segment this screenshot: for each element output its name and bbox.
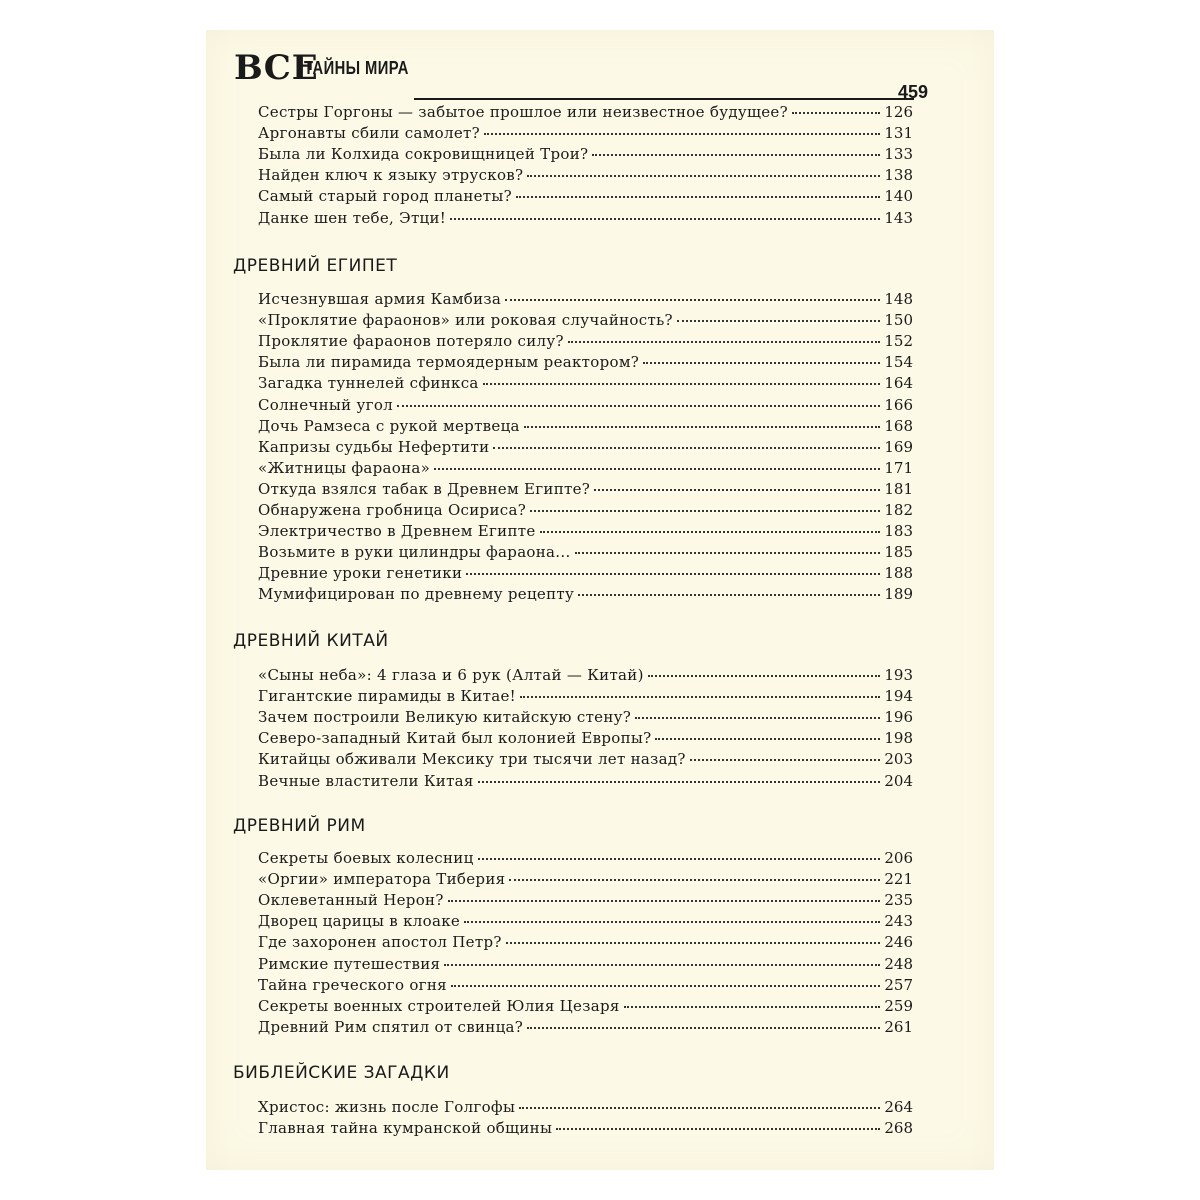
toc-entry bbox=[258, 500, 913, 521]
toc-entry-page: 268 bbox=[884, 1119, 913, 1138]
section-heading: БИБЛЕЙСКИЕ ЗАГАДКИ bbox=[233, 1063, 450, 1083]
toc-entry-page: 164 bbox=[884, 374, 913, 393]
section-heading: ДРЕВНИЙ ЕГИПЕТ bbox=[233, 256, 398, 276]
toc-entry-page: 183 bbox=[884, 522, 913, 541]
toc-entry-title: Христос: жизнь после Голгофы bbox=[258, 1098, 516, 1116]
toc-entry-title: Главная тайна кумранской общины bbox=[258, 1119, 553, 1138]
table-of-contents bbox=[206, 30, 994, 1170]
header-brand: ВСЕ bbox=[234, 48, 319, 88]
dot-leader bbox=[655, 738, 880, 740]
toc-entry bbox=[258, 996, 913, 1017]
toc-entry bbox=[258, 869, 913, 890]
toc-entry-title: Северо-западный Китай был колонией Европы? bbox=[258, 729, 652, 748]
toc-entry-title: Древние уроки генетики bbox=[258, 564, 463, 583]
toc-entry-title: Мумифицирован по древнему рецепту bbox=[258, 585, 575, 604]
toc-entry bbox=[258, 144, 913, 165]
dot-leader bbox=[792, 112, 880, 114]
toc-entry-title: Секреты военных строителей Юлия Цезаря bbox=[258, 996, 620, 1015]
dot-leader bbox=[397, 405, 880, 407]
toc-entry bbox=[258, 848, 913, 869]
toc-entry-page: 243 bbox=[884, 912, 913, 931]
toc-entry bbox=[258, 458, 913, 479]
toc-entry bbox=[258, 542, 913, 563]
toc-entry-title: Гигантские пирамиды в Китае! bbox=[258, 687, 516, 706]
toc-entry-title: Электричество в Древнем Египте bbox=[258, 522, 536, 541]
toc-entry bbox=[258, 749, 913, 770]
toc-entry-page: 181 bbox=[884, 479, 913, 498]
dot-leader bbox=[524, 426, 881, 428]
toc-entry-title: Капризы судьбы Нефертити bbox=[258, 437, 490, 456]
dot-leader bbox=[478, 858, 881, 860]
dot-leader bbox=[677, 320, 880, 322]
toc-entry-page: 133 bbox=[884, 145, 913, 164]
toc-entry-title: Была ли Колхида сокровищницей Трои? bbox=[258, 145, 589, 164]
section-heading: ДРЕВНИЙ КИТАЙ bbox=[233, 631, 389, 651]
toc-entry-title: Солнечный угол bbox=[258, 395, 393, 414]
dot-leader bbox=[594, 489, 880, 491]
toc-entry-title: «Житницы фараона» bbox=[258, 458, 431, 477]
toc-entry-title: Дворец царицы в клоаке bbox=[258, 912, 461, 931]
dot-leader bbox=[444, 964, 880, 966]
toc-entry-title: Зачем построили Великую китайскую стену? bbox=[258, 708, 632, 727]
toc-entry-title: Аргонавты сбили самолет? bbox=[258, 124, 480, 143]
toc-entry-page: 193 bbox=[884, 666, 913, 684]
dot-leader bbox=[530, 510, 880, 512]
dot-leader bbox=[556, 1128, 880, 1130]
book-page bbox=[206, 30, 994, 1170]
toc-entry-title: Римские путешествия bbox=[258, 954, 441, 973]
section-heading: ДРЕВНИЙ РИМ bbox=[233, 816, 366, 836]
toc-entry bbox=[258, 584, 913, 605]
toc-entry-page: 148 bbox=[884, 290, 913, 308]
toc-entry-page: 221 bbox=[884, 870, 913, 889]
toc-entry bbox=[258, 707, 913, 728]
toc-entry bbox=[258, 728, 913, 749]
toc-entry bbox=[258, 208, 913, 229]
dot-leader bbox=[493, 447, 880, 449]
toc-entry-title: «Сыны неба»: 4 глаза и 6 рук (Алтай — Китай) bbox=[258, 666, 644, 684]
toc-entry-page: 131 bbox=[884, 124, 913, 143]
toc-entry bbox=[258, 521, 913, 542]
dot-leader bbox=[568, 341, 881, 343]
toc-entry bbox=[258, 331, 913, 352]
toc-entry bbox=[258, 102, 913, 123]
toc-entry-page: 188 bbox=[884, 564, 913, 583]
dot-leader bbox=[506, 942, 881, 944]
toc-entry-page: 261 bbox=[884, 1017, 913, 1036]
dot-leader bbox=[575, 552, 881, 554]
toc-entry-page: 194 bbox=[884, 687, 913, 706]
toc-entry bbox=[258, 665, 913, 686]
toc-entry-page: 143 bbox=[884, 208, 913, 227]
page-number: 459 bbox=[898, 82, 929, 102]
dot-leader bbox=[690, 759, 881, 761]
toc-entry bbox=[258, 373, 913, 394]
toc-entry-title: «Проклятие фараонов» или роковая случайность? bbox=[258, 311, 673, 330]
toc-entry bbox=[258, 416, 913, 437]
toc-entry-page: 182 bbox=[884, 501, 913, 519]
dot-leader bbox=[592, 154, 880, 156]
dot-leader bbox=[643, 362, 880, 364]
dot-leader bbox=[624, 1006, 881, 1008]
toc-entry-page: 169 bbox=[884, 437, 913, 456]
toc-entry-title: Исчезнувшая армия Камбиза bbox=[258, 290, 502, 308]
toc-entry-page: 257 bbox=[884, 975, 913, 994]
dot-leader bbox=[519, 1107, 880, 1109]
dot-leader bbox=[527, 1027, 880, 1029]
toc-entry-title: Была ли пирамида термоядерным реактором? bbox=[258, 353, 640, 372]
toc-entry bbox=[258, 437, 913, 458]
toc-entry-title: Дочь Рамзеса с рукой мертвеца bbox=[258, 416, 520, 435]
dot-leader bbox=[484, 133, 880, 135]
dot-leader bbox=[635, 717, 880, 719]
dot-leader bbox=[509, 879, 880, 881]
toc-entry-page: 206 bbox=[884, 849, 913, 867]
toc-entry-title: Древний Рим спятил от свинца? bbox=[258, 1017, 524, 1036]
toc-entry bbox=[258, 932, 913, 953]
toc-entry-page: 248 bbox=[884, 954, 913, 973]
dot-leader bbox=[516, 196, 880, 198]
toc-entry-page: 185 bbox=[884, 543, 913, 562]
toc-entry bbox=[258, 165, 913, 186]
toc-entry-page: 152 bbox=[884, 332, 913, 351]
toc-entry-page: 154 bbox=[884, 353, 913, 372]
toc-entry bbox=[258, 352, 913, 373]
toc-entry-page: 150 bbox=[884, 311, 913, 330]
toc-entry-page: 126 bbox=[884, 103, 913, 121]
toc-entry bbox=[258, 1017, 913, 1038]
toc-entry bbox=[258, 395, 913, 416]
toc-entry-title: Загадка туннелей сфинкса bbox=[258, 374, 479, 393]
toc-entry bbox=[258, 890, 913, 911]
dot-leader bbox=[434, 468, 880, 470]
dot-leader bbox=[464, 921, 880, 923]
toc-entry-title: Обнаружена гробница Осириса? bbox=[258, 501, 527, 519]
dot-leader bbox=[648, 675, 881, 677]
toc-entry-page: 264 bbox=[884, 1098, 913, 1116]
header-subtitle: ТАЙНЫ МИРА bbox=[304, 58, 409, 78]
toc-entry-title: Сестры Горгоны — забытое прошлое или неизвестное будущее? bbox=[258, 103, 788, 121]
toc-entry-page: 140 bbox=[884, 187, 913, 206]
toc-entry bbox=[258, 771, 913, 792]
toc-entry-title: Самый старый город планеты? bbox=[258, 187, 512, 206]
toc-entry bbox=[258, 563, 913, 584]
toc-entry bbox=[258, 911, 913, 932]
toc-entry-title: Вечные властители Китая bbox=[258, 771, 474, 790]
toc-entry-title: Откуда взялся табак в Древнем Египте? bbox=[258, 479, 591, 498]
dot-leader bbox=[483, 383, 881, 385]
toc-entry-page: 235 bbox=[884, 891, 913, 910]
toc-entry bbox=[258, 1118, 913, 1139]
toc-entry bbox=[258, 1097, 913, 1118]
toc-entry-page: 138 bbox=[884, 166, 913, 185]
toc-entry bbox=[258, 123, 913, 144]
toc-entry bbox=[258, 479, 913, 500]
toc-entry bbox=[258, 186, 913, 207]
toc-entry bbox=[258, 310, 913, 331]
toc-entry-title: Китайцы обживали Мексику три тысячи лет назад? bbox=[258, 750, 686, 769]
toc-entry-page: 203 bbox=[884, 750, 913, 769]
toc-entry-page: 196 bbox=[884, 708, 913, 727]
toc-entry-title: Возьмите в руки цилиндры фараона... bbox=[258, 543, 571, 562]
dot-leader bbox=[540, 531, 881, 533]
toc-entry-page: 166 bbox=[884, 395, 913, 414]
dot-leader bbox=[451, 985, 880, 987]
dot-leader bbox=[450, 218, 880, 220]
toc-entry-title: Проклятие фараонов потеряло силу? bbox=[258, 332, 564, 351]
toc-entry-title: Данке шен тебе, Этци! bbox=[258, 208, 447, 227]
dot-leader bbox=[520, 696, 880, 698]
toc-entry-title: Найден ключ к языку этрусков? bbox=[258, 166, 524, 185]
toc-entry-title: Где захоронен апостол Петр? bbox=[258, 933, 502, 952]
toc-entry-title: Тайна греческого огня bbox=[258, 975, 447, 994]
toc-entry bbox=[258, 975, 913, 996]
toc-entry-page: 198 bbox=[884, 729, 913, 748]
dot-leader bbox=[527, 175, 880, 177]
dot-leader bbox=[505, 299, 880, 301]
dot-leader bbox=[578, 594, 880, 596]
toc-entry-page: 171 bbox=[884, 458, 913, 477]
toc-entry-page: 189 bbox=[884, 585, 913, 604]
toc-entry-page: 259 bbox=[884, 996, 913, 1015]
toc-entry-page: 204 bbox=[884, 771, 913, 790]
toc-entry bbox=[258, 686, 913, 707]
toc-entry-page: 168 bbox=[884, 416, 913, 435]
toc-entry bbox=[258, 954, 913, 975]
dot-leader bbox=[478, 781, 881, 783]
toc-entry-title: «Оргии» императора Тиберия bbox=[258, 870, 506, 889]
dot-leader bbox=[448, 900, 881, 902]
toc-entry-title: Оклеветанный Нерон? bbox=[258, 891, 444, 910]
toc-entry bbox=[258, 289, 913, 310]
toc-entry-page: 246 bbox=[884, 933, 913, 952]
toc-entry-title: Секреты боевых колесниц bbox=[258, 849, 474, 867]
dot-leader bbox=[466, 573, 880, 575]
